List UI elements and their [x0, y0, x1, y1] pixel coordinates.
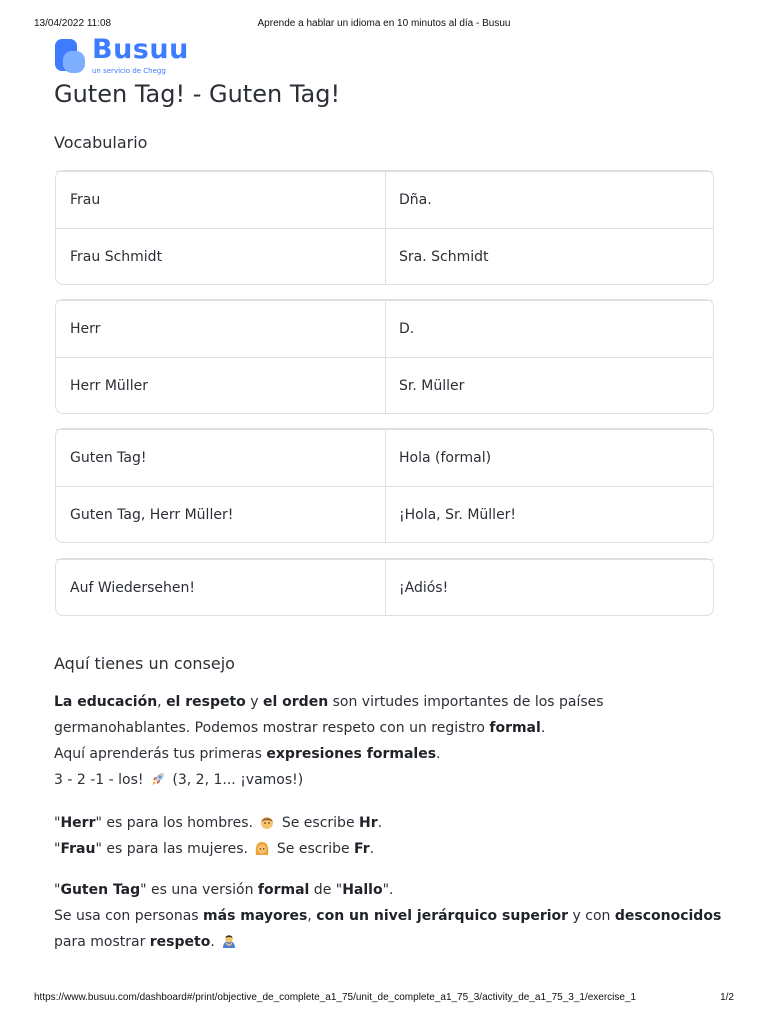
vocab-row — [56, 171, 713, 228]
spanish-translation: Hola (formal) — [399, 450, 492, 466]
german-term: Frau Schmidt — [70, 249, 163, 265]
tip-paragraph-2 — [54, 810, 734, 862]
man-emoji-icon — [259, 814, 275, 830]
spanish-translation: ¡Adiós! — [399, 580, 449, 596]
logo-wordmark: Busuu — [92, 34, 189, 65]
tip-line: "Guten Tag" es una versión formal de "Hallo". — [54, 882, 394, 898]
vocab-row — [56, 559, 713, 616]
page-number: 1/2 — [720, 992, 734, 1003]
vocab-row — [56, 429, 713, 486]
tip-line: para mostrar respeto. — [54, 929, 734, 955]
busuu-logo[interactable] — [54, 34, 224, 79]
page-title: Guten Tag! - Guten Tag! — [54, 80, 341, 108]
busuu-logo-icon — [54, 37, 86, 75]
print-footer — [0, 992, 768, 1006]
tip-line: "Herr" es para los hombres. Se escribe Hr. — [54, 815, 383, 831]
tip-paragraph-3 — [54, 877, 734, 955]
woman-emoji-icon — [254, 840, 270, 856]
bowing-person-icon — [221, 933, 237, 949]
german-term: Frau — [70, 192, 101, 208]
vocab-card — [55, 428, 714, 543]
tip-line: 3 - 2 -1 - los! (3, 2, 1... ¡vamos!) — [54, 772, 304, 788]
print-url: https://www.busuu.com/dashboard#/print/objective_de_complete_a1_75/unit_de_complete_a1_75_3/activity_de_a1_75_3_1/exercise_1 — [34, 992, 637, 1003]
vocab-card — [55, 299, 714, 414]
tip-line: "Frau" es para las mujeres. Se escribe Fr. — [54, 841, 375, 857]
spanish-translation: ¡Hola, Sr. Müller! — [399, 507, 517, 523]
print-page-title: Aprende a hablar un idioma en 10 minutos al día - Busuu — [257, 18, 511, 29]
spanish-translation: Sr. Müller — [399, 378, 465, 394]
tip-heading: Aquí tienes un consejo — [54, 654, 235, 673]
tip-line: germanohablantes. Podemos mostrar respeto con un registro formal. — [54, 720, 546, 736]
german-term: Herr Müller — [70, 378, 148, 394]
print-header — [0, 18, 768, 32]
german-term: Guten Tag, Herr Müller! — [70, 507, 234, 523]
vocab-card — [55, 558, 714, 616]
tip-line: La educación, el respeto y el orden son virtudes importantes de los países — [54, 694, 604, 710]
tip-line: Se usa con personas más mayores, con un nivel jerárquico superior y con desconocidos — [54, 908, 722, 924]
rocket-icon — [150, 771, 166, 787]
german-term: Herr — [70, 321, 101, 337]
german-term: Auf Wiedersehen! — [70, 580, 196, 596]
print-timestamp: 13/04/2022 11:08 — [34, 18, 112, 29]
tip-paragraph-1 — [54, 689, 734, 793]
logo-tagline: un servicio de Chegg — [92, 67, 166, 75]
vocab-card — [55, 170, 714, 285]
german-term: Guten Tag! — [70, 450, 147, 466]
vocab-row — [56, 300, 713, 357]
spanish-translation: Dña. — [399, 192, 432, 208]
spanish-translation: Sra. Schmidt — [399, 249, 489, 265]
vocab-row — [56, 228, 713, 285]
vocab-row — [56, 486, 713, 543]
vocabulary-heading: Vocabulario — [54, 133, 148, 152]
tip-line: Aquí aprenderás tus primeras expresiones formales. — [54, 746, 441, 762]
spanish-translation: D. — [399, 321, 415, 337]
vocab-row — [56, 357, 713, 414]
